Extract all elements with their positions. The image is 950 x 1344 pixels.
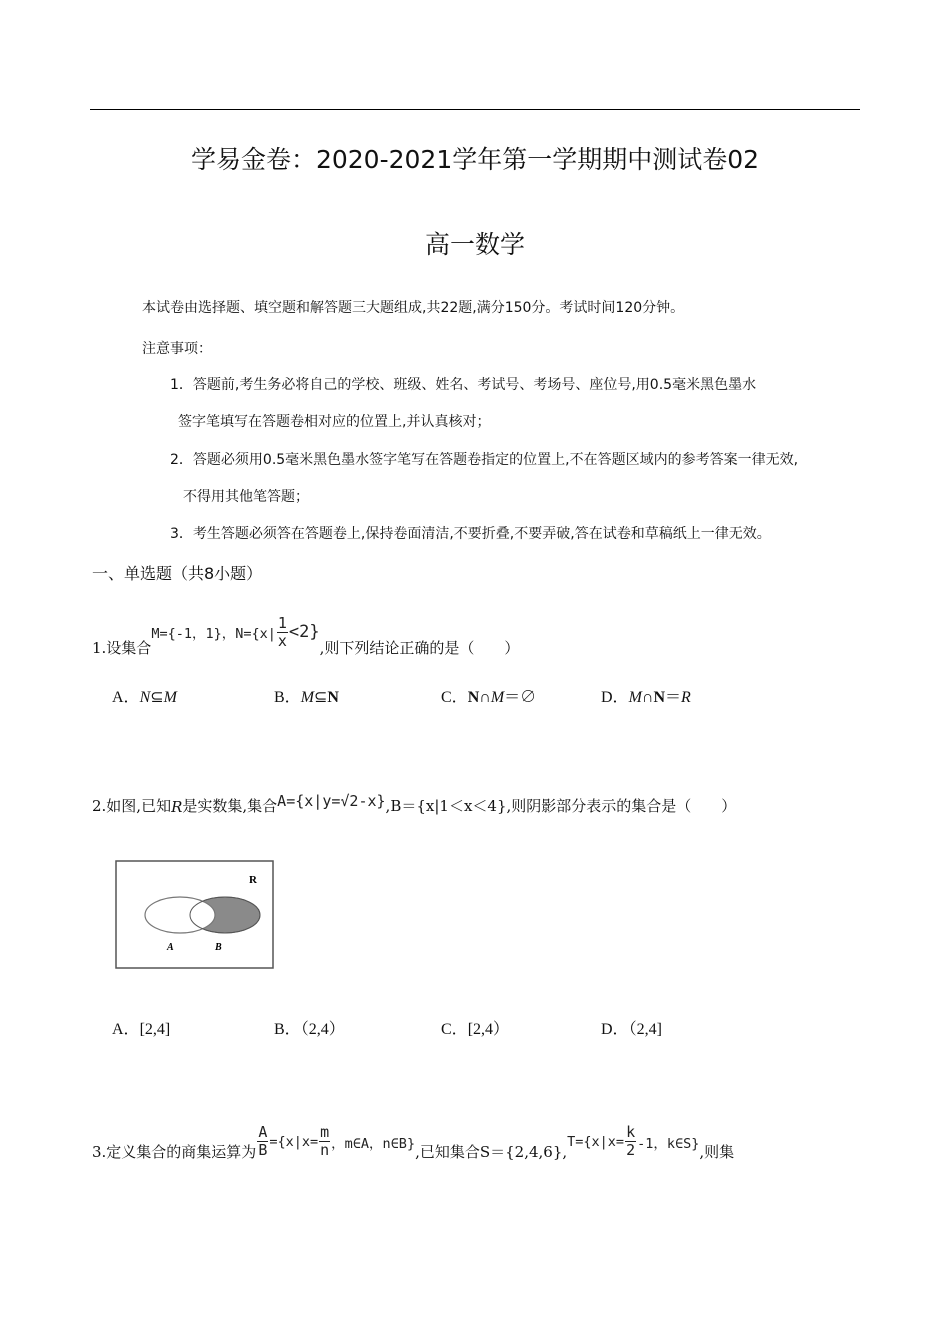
q1-prefix: 1.设集合 [92, 638, 152, 657]
q3-f2-den: 2 [626, 1141, 636, 1159]
q1-option-c-part-2: ∩ [479, 689, 491, 706]
section-heading: 一、单选题（共8小题） [92, 564, 263, 583]
note-1-line-2: 签字笔填写在答题卷相对应的位置上,并认真核对； [178, 414, 491, 430]
notes-heading: 注意事项： [142, 341, 212, 357]
q1-option-d-part-2: ∩ [641, 689, 654, 706]
q3-prefix: 3.定义集合的商集运算为 [92, 1143, 257, 1161]
q3-f1-den-2: n [320, 1141, 330, 1159]
q1-option-d-label: D． [601, 689, 629, 706]
q1-option-a-part-3: M [163, 689, 177, 706]
q1-option-a-label: A． [112, 689, 140, 706]
q2-prefix: 2.如图,已知 [92, 797, 172, 815]
q1-frac-num: 1 [277, 613, 287, 632]
q1-option-b[interactable] [274, 684, 339, 707]
q2-formula: A={x|y=√2-x} [277, 792, 386, 810]
q2-option-c-label: C． [441, 1021, 468, 1038]
set-a-label: A [167, 942, 174, 953]
q3-f2-head: T={x|x= [567, 1133, 625, 1150]
question-3 [92, 1118, 734, 1164]
q3-f2-tail: -1，k∈S} [637, 1135, 700, 1152]
q3-f1-num: A [258, 1123, 268, 1141]
q3-f1-tail: ，m∈A，n∈B} [331, 1135, 416, 1152]
q1-fraction [277, 613, 288, 650]
q3-f2-num: k [626, 1123, 636, 1141]
q2-option-a-value: [2,4] [139, 1021, 171, 1038]
q1-option-b-label: B． [274, 689, 301, 706]
q2-option-a-label: A． [112, 1021, 140, 1038]
universe-label: R [249, 874, 257, 886]
q1-option-d-part-1: M [628, 689, 642, 706]
q3-formula-1 [256, 1125, 415, 1158]
q2-mid: 是实数集,集合 [182, 797, 278, 815]
set-b-label: B [215, 942, 222, 953]
note-2-line-1: 2．答题必须用0.5毫米黑色墨水签字笔写在答题卷指定的位置上,不在答题区域内的参考答案一律无效, [170, 452, 799, 468]
q1-option-b-part-2: ⊆ [314, 689, 328, 706]
q2-option-c-value: [2,4） [467, 1021, 510, 1038]
q2-option-b-label: B． [274, 1021, 301, 1038]
q1-option-d-part-5: R [681, 689, 691, 706]
q2-option-b[interactable] [274, 1016, 345, 1039]
q1-option-c[interactable] [441, 684, 536, 707]
q1-formula [151, 613, 320, 650]
q1-option-c-part-1: N [467, 689, 480, 706]
q1-option-c-part-3: M [490, 689, 505, 706]
q1-frac-den: x [277, 631, 287, 650]
q1-formula-head: M={-1，1}，N={x| [151, 626, 276, 642]
q2-option-d[interactable] [601, 1016, 662, 1039]
header-rule [90, 109, 860, 110]
q1-option-d-part-4: ＝ [665, 689, 682, 706]
q3-suffix: ,则集 [699, 1143, 735, 1161]
q1-option-a-part-1: N [139, 689, 151, 706]
q1-option-b-part-1: M [300, 689, 315, 706]
q1-option-a-part-2: ⊆ [150, 689, 164, 706]
q3-f1-fraction [257, 1125, 268, 1158]
q1-option-a[interactable] [112, 684, 177, 707]
q2-var-r: R [171, 798, 183, 816]
q1-formula-tail: <2} [288, 622, 320, 642]
q2-option-c[interactable] [441, 1016, 509, 1039]
q3-f1-fraction-2 [319, 1125, 330, 1158]
q2-option-d-label: D． [601, 1021, 629, 1038]
exam-description: 本试卷由选择题、填空题和解答题三大题组成,共22题,满分150分。考试时间120分钟。 [142, 300, 685, 316]
q3-f1-mid: ={x|x= [269, 1133, 319, 1150]
q3-formula-2 [567, 1125, 699, 1158]
q2-option-a[interactable] [112, 1016, 170, 1039]
q1-option-b-part-3: N [327, 689, 339, 706]
q2-option-d-value: （2,4] [628, 1021, 662, 1038]
q3-f1-num-2: m [320, 1123, 330, 1141]
q2-suffix: ,B＝{x|1＜x＜4},则阴影部分表示的集合是（ ） [385, 797, 737, 815]
page-title: 学易金卷：2020-2021学年第一学期期中测试卷02 [190, 145, 760, 174]
q1-suffix: ,则下列结论正确的是（ ） [319, 638, 520, 657]
q1-option-c-part-4: ＝∅ [504, 689, 537, 706]
q1-option-c-label: C． [441, 689, 468, 706]
note-1-line-1: 1．答题前,考生务必将自己的学校、班级、姓名、考试号、考场号、座位号,用0.5毫米黑色墨水 [170, 377, 757, 393]
q3-mid: ,已知集合S＝{2,4,6}, [415, 1143, 568, 1161]
question-2 [92, 780, 736, 816]
q3-f1-den: B [258, 1141, 268, 1159]
set-a-ellipse [145, 897, 215, 933]
q1-option-d[interactable] [601, 684, 691, 707]
question-1 [92, 611, 519, 661]
venn-svg [115, 860, 275, 970]
q3-f2-fraction [625, 1125, 636, 1158]
q2-option-b-value: （2,4） [300, 1021, 345, 1038]
q1-option-d-part-3: N [653, 689, 666, 706]
page-subtitle: 高一数学 [424, 230, 525, 259]
note-3-line-1: 3．考生答题必须答在答题卷上,保持卷面清洁,不要折叠,不要弄破,答在试卷和草稿纸上一律无效。 [170, 526, 771, 542]
note-2-line-2: 不得用其他笔答题； [183, 489, 309, 505]
venn-diagram [115, 860, 275, 970]
